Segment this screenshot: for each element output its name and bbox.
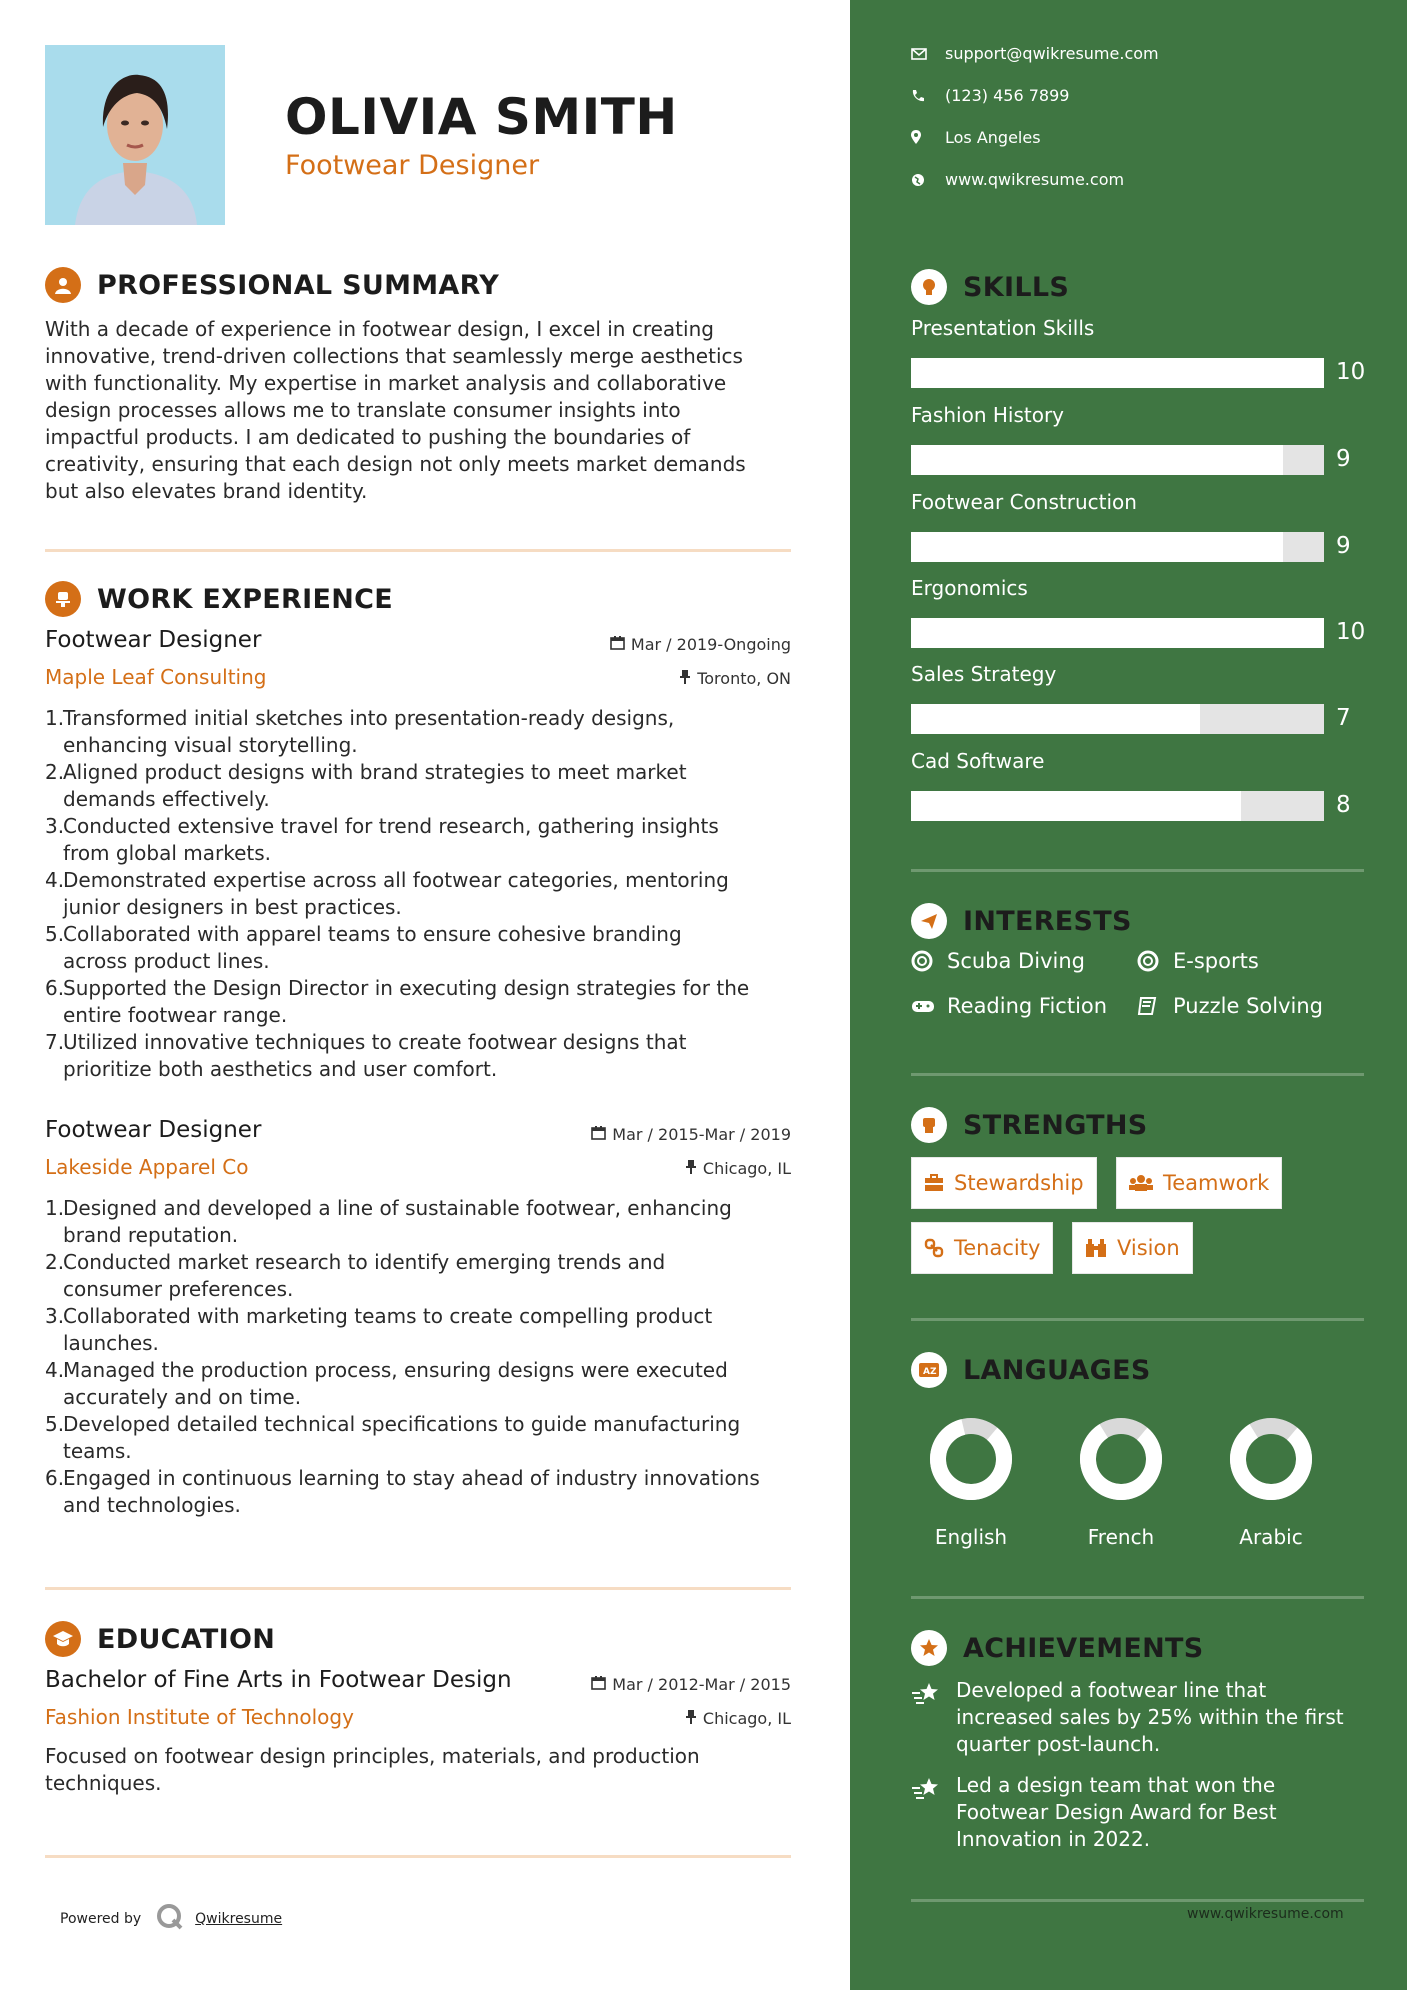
binoculars-icon — [1085, 1238, 1107, 1258]
job-duties — [45, 1195, 791, 1519]
calendar-icon — [610, 635, 625, 654]
briefcase-icon — [45, 581, 81, 617]
list-item: 5. Developed detailed technical specifications to guide manufacturing teams. — [45, 1412, 741, 1463]
school: Fashion Institute of Technology — [45, 1705, 354, 1729]
job-duties — [45, 705, 791, 1083]
list-item: 4. Managed the production process, ensuring designs were executed accurately and on time. — [45, 1358, 728, 1409]
skill-bar-fill — [911, 532, 1283, 562]
skill-value: 10 — [1336, 619, 1366, 645]
skill-name: Cad Software — [911, 749, 1045, 773]
contact-website[interactable]: www.qwikresume.com — [911, 170, 1124, 189]
job-role: Footwear Designer — [45, 1117, 262, 1143]
languages-heading: A Z LANGUAGES — [911, 1352, 1151, 1388]
skill-item — [911, 576, 1371, 645]
divider — [911, 869, 1364, 872]
job-role: Footwear Designer — [45, 627, 262, 653]
job-dates: Mar / 2019-Ongoing — [610, 635, 791, 654]
gamepad-icon — [911, 998, 947, 1014]
divider — [45, 1587, 791, 1590]
language-donut — [1066, 1415, 1176, 1503]
divider — [45, 549, 791, 552]
briefcase-icon — [924, 1174, 944, 1192]
language-item — [1216, 1415, 1326, 1549]
calendar-icon — [591, 1125, 606, 1144]
skill-bar-fill — [911, 704, 1200, 734]
summary-text: With a decade of experience in footwear design, I excel in creating innovative, trend-driven collections that seamlessly merge aesthetics with functionality. My expertise in market analysis and collaborative design processes allows me to translate consumer insights into impactful products. I am dedicated to pushing the boundaries of creativity, ensuring that each design not only meets market demands but also elevates brand identity. — [45, 317, 746, 503]
star-badge-icon — [911, 1630, 947, 1666]
map-pin-icon — [911, 130, 945, 145]
skill-bar-track — [911, 445, 1324, 475]
candidate-title: Footwear Designer — [285, 150, 540, 181]
education-entry — [45, 1667, 791, 1797]
skill-bar-fill — [911, 618, 1324, 648]
language-item — [1066, 1415, 1176, 1549]
book-icon — [1137, 996, 1173, 1016]
calendar-icon — [591, 1675, 606, 1694]
job-entry — [45, 1117, 791, 1519]
interest-item: Reading Fiction — [911, 994, 1107, 1018]
skill-bar-fill — [911, 445, 1283, 475]
candidate-name: OLIVIA SMITH — [285, 88, 678, 146]
skill-name: Footwear Construction — [911, 490, 1137, 514]
pin-icon — [685, 1159, 697, 1178]
interests-heading: INTERESTS — [911, 903, 1132, 939]
work-heading: WORK EXPERIENCE — [45, 581, 393, 617]
education-location: Chicago, IL — [685, 1709, 791, 1728]
list-item: 5. Collaborated with apparel teams to ensure cohesive branding across product lines. — [45, 922, 682, 973]
achievement-item: Led a design team that won the Footwear Design Award for Best Innovation in 2022. — [911, 1772, 1371, 1853]
language-name: French — [1087, 1525, 1155, 1549]
strengths-heading: STRENGTHS — [911, 1107, 1148, 1143]
strength-chip: Stewardship — [911, 1157, 1097, 1209]
envelope-icon — [911, 48, 945, 60]
list-item: 1. Designed and developed a line of sustainable footwear, enhancing brand reputation. — [45, 1196, 732, 1247]
skill-bar-track — [911, 532, 1324, 562]
footer-website[interactable]: www.qwikresume.com — [1187, 1906, 1344, 1922]
skill-bar-fill — [911, 358, 1324, 388]
contact-phone[interactable]: (123) 456 7899 — [911, 86, 1069, 105]
svg-text:Z: Z — [930, 1367, 937, 1377]
skill-bar-track — [911, 704, 1324, 734]
lifebuoy-icon — [911, 950, 947, 972]
interest-item: Puzzle Solving — [1137, 994, 1323, 1018]
education-description: Focused on footwear design principles, materials, and production techniques. — [45, 1744, 700, 1795]
profile-photo — [45, 45, 225, 225]
powered-by: Powered by Qwikresume — [60, 1902, 282, 1936]
qwikresume-logo-icon — [155, 1902, 185, 1936]
skill-name: Sales Strategy — [911, 662, 1057, 686]
phone-icon — [911, 89, 945, 103]
job-location: Chicago, IL — [685, 1159, 791, 1178]
divider — [911, 1073, 1364, 1076]
users-icon — [1129, 1174, 1153, 1192]
lifebuoy-icon — [1137, 950, 1173, 972]
brand-link[interactable]: Qwikresume — [195, 1911, 283, 1927]
degree: Bachelor of Fine Arts in Footwear Design — [45, 1667, 512, 1693]
link-icon — [924, 1238, 944, 1258]
language-donut — [916, 1415, 1026, 1503]
fist-icon — [911, 1107, 947, 1143]
svg-text:A: A — [923, 1367, 930, 1377]
strength-chip: Vision — [1072, 1222, 1193, 1274]
divider — [911, 1899, 1364, 1902]
shooting-star-icon — [911, 1677, 956, 1758]
skill-value: 8 — [1336, 792, 1351, 818]
job-company: Lakeside Apparel Co — [45, 1155, 249, 1179]
language-item — [916, 1415, 1026, 1549]
skill-value: 9 — [1336, 533, 1351, 559]
summary-heading: PROFESSIONAL SUMMARY — [45, 267, 499, 303]
strength-chip: Tenacity — [911, 1222, 1053, 1274]
shooting-star-icon — [911, 1772, 956, 1853]
skill-item — [911, 490, 1371, 559]
lightbulb-icon — [911, 269, 947, 305]
skill-value: 9 — [1336, 446, 1351, 472]
language-donut — [1216, 1415, 1326, 1503]
job-dates: Mar / 2015-Mar / 2019 — [591, 1125, 791, 1144]
language-name: English — [934, 1525, 1008, 1549]
list-item: 7. Utilized innovative techniques to create footwear designs that prioritize both aesthetics and user comfort. — [45, 1030, 687, 1081]
skill-item — [911, 662, 1371, 731]
paper-plane-icon — [911, 903, 947, 939]
list-item: 2. Conducted market research to identify emerging trends and consumer preferences. — [45, 1250, 666, 1301]
skill-bar-track — [911, 618, 1324, 648]
list-item: 2. Aligned product designs with brand strategies to meet market demands effectively. — [45, 760, 687, 811]
pin-icon — [685, 1709, 697, 1728]
job-company: Maple Leaf Consulting — [45, 665, 267, 689]
skills-heading: SKILLS — [911, 269, 1069, 305]
skill-item — [911, 316, 1371, 385]
list-item: 3. Collaborated with marketing teams to create compelling product launches. — [45, 1304, 713, 1355]
interest-item: E-sports — [1137, 949, 1259, 973]
list-item: 6. Engaged in continuous learning to stay ahead of industry innovations and technologies. — [45, 1466, 760, 1517]
pin-icon — [679, 669, 691, 688]
job-entry — [45, 627, 791, 1083]
contact-email[interactable]: support@qwikresume.com — [911, 44, 1159, 63]
skill-name: Ergonomics — [911, 576, 1028, 600]
skill-bar-track — [911, 791, 1324, 821]
list-item: 1. Transformed initial sketches into presentation-ready designs, enhancing visual storytelling. — [45, 706, 675, 757]
skill-bar-track — [911, 358, 1324, 388]
skill-item — [911, 403, 1371, 472]
graduation-cap-icon — [45, 1621, 81, 1657]
skill-item — [911, 749, 1371, 818]
skill-name: Presentation Skills — [911, 316, 1095, 340]
skill-name: Fashion History — [911, 403, 1064, 427]
education-dates: Mar / 2012-Mar / 2015 — [591, 1675, 791, 1694]
divider — [911, 1318, 1364, 1321]
skill-value: 10 — [1336, 359, 1366, 385]
contact-location: Los Angeles — [911, 128, 1041, 147]
education-heading: EDUCATION — [45, 1621, 275, 1657]
divider — [45, 1855, 791, 1858]
achievement-item: Developed a footwear line that increased sales by 25% within the first quarter post-launch. — [911, 1677, 1371, 1758]
achievements-heading: ACHIEVEMENTS — [911, 1630, 1204, 1666]
user-icon — [45, 267, 81, 303]
skill-value: 7 — [1336, 705, 1351, 731]
job-location: Toronto, ON — [679, 669, 791, 688]
list-item: 4. Demonstrated expertise across all footwear categories, mentoring junior designers in best practices. — [45, 868, 729, 919]
language-icon — [911, 1352, 947, 1388]
skill-bar-fill — [911, 791, 1241, 821]
language-name: Arabic — [1239, 1525, 1303, 1549]
list-item: 6. Supported the Design Director in executing design strategies for the entire footwear range. — [45, 976, 750, 1027]
globe-icon — [911, 173, 945, 187]
list-item: 3. Conducted extensive travel for trend research, gathering insights from global markets. — [45, 814, 719, 865]
divider — [911, 1596, 1364, 1599]
interest-item: Scuba Diving — [911, 949, 1085, 973]
strength-chip: Teamwork — [1116, 1157, 1282, 1209]
